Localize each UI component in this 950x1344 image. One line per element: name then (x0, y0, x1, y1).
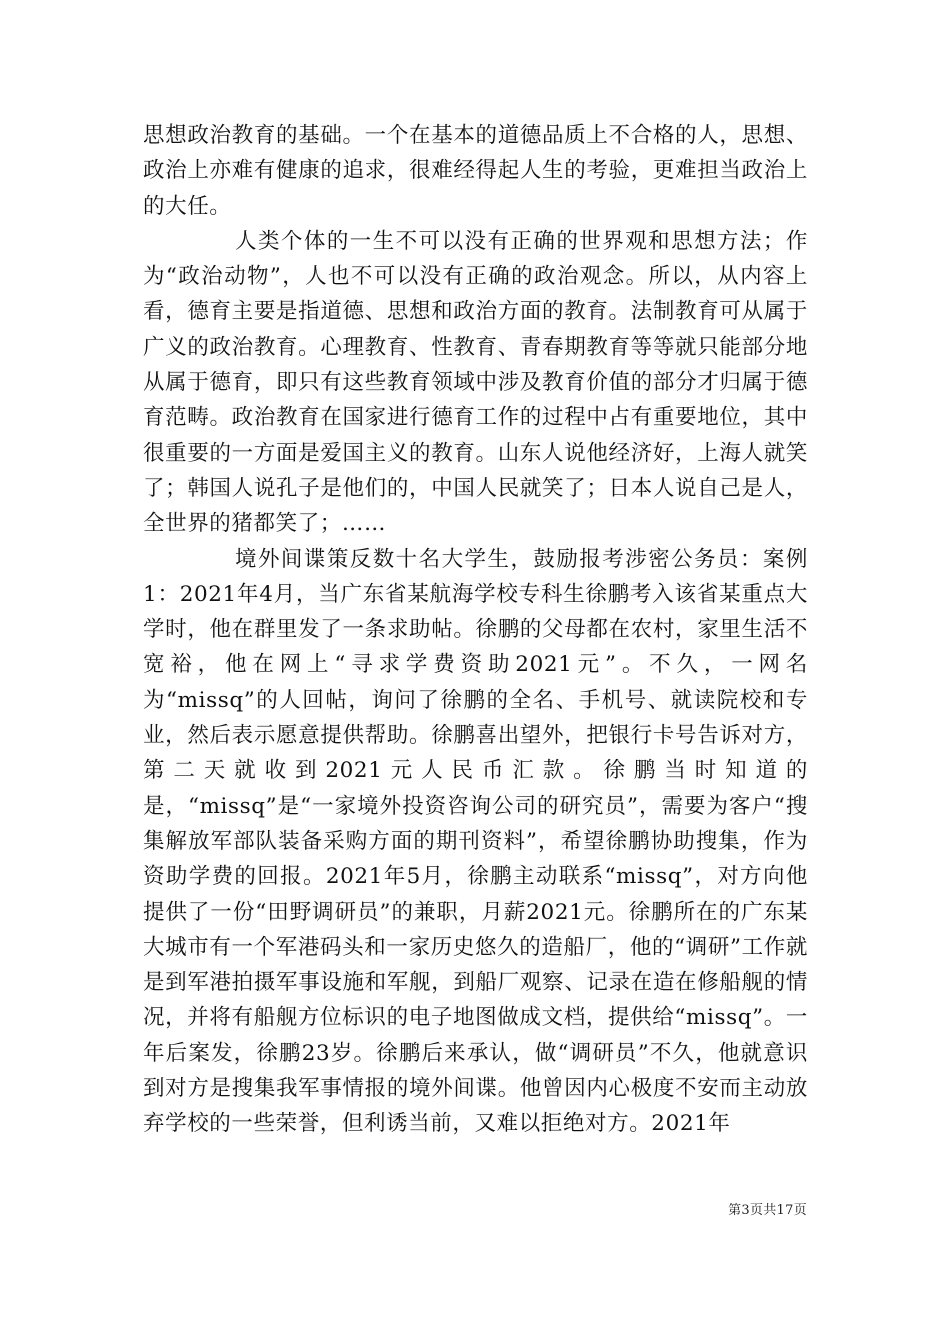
paragraph-1: 思想政治教育的基础。一个在基本的道德品质上不合格的人，思想、政治上亦难有健康的追求，很难经得起人生的考验，更难担当政治上的大任。 (143, 123, 808, 219)
body-text (143, 118, 808, 1142)
paragraph-3: 境外间谍策反数十名大学生，鼓励报考涉密公务员：案例1：2021年4月，当广东省某航海学校专科生徐鹏考入该省某重点大学时，他在群里发了一条求助帖。徐鹏的父母都在农村，家里生活不宽裕，他在网上“寻求学费资助2021元”。不久，一网名为“missq”的人回帖，询问了徐鹏的全名、手机号、就读院校和专业，然后表示愿意提供帮助。徐鹏喜出望外，把银行卡号告诉对方，第二天就收到2021元人民币汇款。徐鹏当时知道的是，“missq”是“一家境外投资咨询公司的研究员”，需要为客户“搜集解放军部队装备采购方面的期刊资料”，希望徐鹏协助搜集，作为资助学费的回报。2021年5月，徐鹏主动联系“missq”，对方向他提供了一份“田野调研员”的兼职，月薪2021元。徐鹏所在的广东某大城市有一个军港码头和一家历史悠久的造船厂，他的“调研”工作就是到军港拍摄军事设施和军舰，到船厂观察、记录在造在修船舰的情况，并将有船舰方位标识的电子地图做成文档，提供给“missq”。一年后案发，徐鹏23岁。徐鹏后来承认，做“调研员”不久，他就意识到对方是搜集我军事情报的境外间谍。他曾因内心极度不安而主动放弃学校的一些荣誉，但利诱当前，又难以拒绝对方。2021年 (143, 546, 808, 1137)
paragraph-2: 人类个体的一生不可以没有正确的世界观和思想方法；作为“政治动物”，人也不可以没有正确的政治观念。所以，从内容上看，德育主要是指道德、思想和政治方面的教育。法制教育可从属于广义的政治教育。心理教育、性教育、青春期教育等等就只能部分地从属于德育，即只有这些教育领域中涉及教育价值的部分才归属于德育范畴。政治教育在国家进行德育工作的过程中占有重要地位，其中很重要的一方面是爱国主义的教育。山东人说他经济好，上海人就笑了；韩国人说孔子是他们的，中国人民就笑了；日本人说自己是人，全世界的猪都笑了；…… (143, 228, 808, 537)
page-number: 第3页共17页 (728, 1203, 807, 1218)
